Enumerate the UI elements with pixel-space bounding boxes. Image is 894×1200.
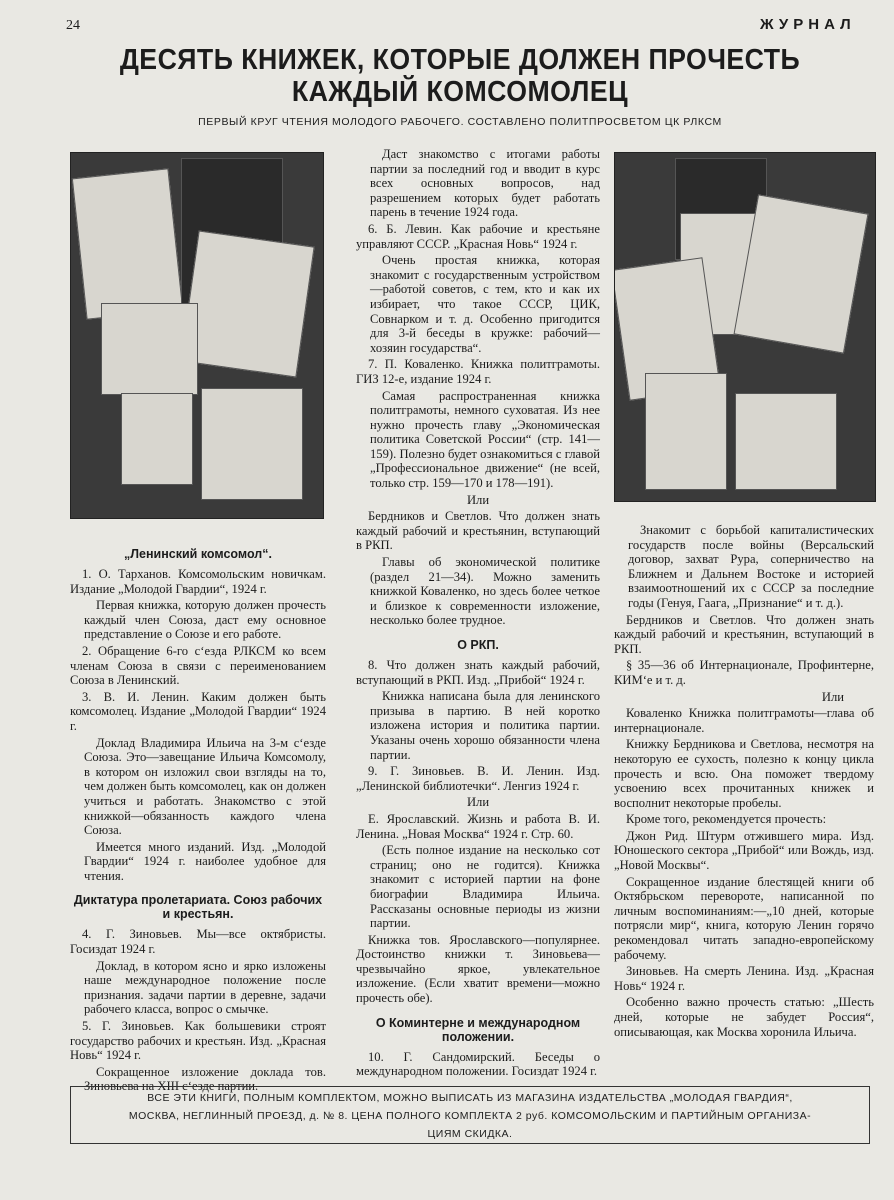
text-column-right [614,523,874,1041]
book-covers-photo-left [70,152,324,519]
paragraph: Коваленко Книжка политграмоты—глава об интернационале. [614,706,874,735]
section-heading: О Коминтерне и международном положении. [375,1015,581,1044]
text-column-left [70,537,326,1096]
paragraph: Книжка тов. Ярославского—популярнее. Достоинство книжки т. Зиновьева—чрезвычайно яркое, увлекательное изложение. (Если хватит времени—можно прочесть обе). [356,932,600,1006]
paragraph: Или [466,795,490,810]
paragraph: Очень простая книжка, которая знакомит с государственным устройством—работой советов, с тем, кто и как их избирает, что такое СССР, ЦИК, Совнарком и т. д. Особенно пригодится для 3-й беседы в кружке: рабочий—хозяин государства“. [370,253,600,355]
paragraph: Кроме того, рекомендуется прочесть: [626,812,827,827]
paragraph: Знакомит с борьбой капиталистических государств после войны (Версальский договор, захват Рура, соперничество на Ближнем и Дальнем Востоке и историей взаимоотношений их с СССР за последние годы (Генуя, Гаага, „Признание“ и т. д.). [628,523,874,610]
paragraph: Первая книжка, которую должен прочесть каждый член Союза, даст ему основное представление о Союзе и его работе. [84,598,326,642]
section-heading: „Ленинский комсомол“. [124,547,272,561]
paragraph: Бердников и Светлов. Что должен знать каждый рабочий и крестьянин, вступающий в РКП. [356,509,600,553]
book-covers-photo-right [614,152,876,502]
ordering-notice-box [70,1086,870,1144]
paragraph: Сокращенное изложение доклада тов. Зиновьева на XIII с‘езде партии. [84,1064,326,1094]
paragraph: 8. Что должен знать каждый рабочий, вступающий в РКП. Изд. „Прибой“ 1924 г. [356,658,600,687]
notice-line-3: ЦИЯМ СКИДКА. [427,1128,513,1140]
paragraph: 9. Г. Зиновьев. В. И. Ленин. Изд. „Ленинской библиотечки“. Ленгиз 1924 г. [356,764,600,793]
notice-line-1: ВСЕ ЭТИ КНИГИ, ПОЛНЫМ КОМПЛЕКТОМ, МОЖНО ВЫПИСАТЬ ИЗ МАГАЗИНА ИЗДАТЕЛЬСТВА „МОЛОДАЯ ГВАРДИЯ“, [147,1092,793,1104]
journal-name: ЖУРНАЛ [760,16,856,33]
subtitle: ПЕРВЫЙ КРУГ ЧТЕНИЯ МОЛОДОГО РАБОЧЕГО. СОСТАВЛЕНО ПОЛИТПРОСВЕТОМ ЦК РЛКСМ [198,116,722,128]
paragraph: Самая распространенная книжка политграмоты, немного суховатая. Из нее нужно прочесть главу „Экономическая политика Советской России“ (стр. 141—159). Полезно будет ознакомиться с главой „Профессиональное движение“ (не всей, только стр. 159—170 и 178—191). [370,388,600,491]
title-line-2: КАЖДЫЙ КОМСОМОЛЕЦ [291,76,629,108]
paragraph: Сокращенное издание блестящей книги об Октябрьском перевороте, написанной по личным воспоминаниям:—„10 дней, которые потрясли мир“, книга, которую Ленин горячо рекомендовал читать западно-европейскому рабочему. [614,874,874,962]
paragraph: Книжку Бердникова и Светлова, несмотря на некоторую ее сухость, полезно к концу цикла прочесть и всю. Она поможет твердому усвоению всех прочитанных книжек и восполнит некоторые пробелы. [614,737,874,810]
paragraph: 5. Г. Зиновьев. Как большевики строят государство рабочих и крестьян. Изд. „Красная Новь“ 1924 г. [70,1019,326,1063]
paragraph: 10. Г. Сандомирский. Беседы о международном положении. Госиздат 1924 г. [356,1049,600,1079]
section-heading: О РКП. [457,638,499,652]
paragraph: 6. Б. Левин. Как рабочие и крестьяне управляют СССР. „Красная Новь“ 1924 г. [356,221,600,251]
notice-line-2: МОСКВА, НЕГЛИННЫЙ ПРОЕЗД, д. № 8. ЦЕНА ПОЛНОГО КОМПЛЕКТА 2 руб. КОМСОМОЛЬСКИМ И ПАРТИЙНЫМ ОРГАНИЗА- [128,1110,812,1122]
paragraph: Имеется много изданий. Изд. „Молодой Гвардии“ 1924 г. наиболее удобное для чтения. [84,839,326,883]
page-title [92,44,828,108]
paragraph: Или [821,689,844,704]
page-number: 24 [66,18,80,33]
paragraph: § 35—36 об Интернационале, Профинтерне, КИМ‘е и т. д. [614,658,874,687]
paragraph: Или [466,492,490,507]
paragraph: 4. Г. Зиновьев. Мы—все октябристы. Госиздат 1924 г. [70,927,326,957]
paragraph: 1. О. Тарханов. Комсомольским новичкам. Издание „Молодой Гвардии“, 1924 г. [70,567,326,596]
paragraph: Особенно важно прочесть статью: „Шесть дней, которые не забудет Россия“, описывающая, как Москва хоронила Ильича. [614,995,874,1039]
paragraph: Даст знакомство с итогами работы партии за последний год и вводит в курс всех основных вопросов, над разрешением которых будет работать парень в течение 1924 года. [370,147,600,220]
paragraph: Книжка написана была для ленинского призыва в партию. В ней коротко изложена история и политика партии. Указаны очень хорошо обязанности члена партии. [370,689,600,762]
paragraph: Бердников и Светлов. Что должен знать каждый рабочий и крестьянин, вступающий в РКП. [614,612,874,656]
paragraph: 7. П. Коваленко. Книжка политграмоты. ГИЗ 12-е, издание 1924 г. [356,357,600,386]
title-line-1: ДЕСЯТЬ КНИЖЕК, КОТОРЫЕ ДОЛЖЕН ПРОЧЕСТЬ [119,44,801,76]
paragraph: 3. В. И. Ленин. Каким должен быть комсомолец. Издание „Молодой Гвардии“ 1924 г. [70,689,326,733]
paragraph: Доклад Владимира Ильича на 3-м с‘езде Союза. Это—завещание Ильича Комсомолу, в котором он изложил свои взгляды на то, чем должен быть комсомолец, как он должен учиться и работать. Знакомство с этой книжкой—обязанность каждого члена Союза. [84,735,326,838]
section-heading: Диктатура пролетариата. Союз рабочих и крестьян. [73,893,323,922]
paragraph: Джон Рид. Штурм отжившего мира. Изд. Юношеского сектора „Прибой“ или Вождь, изд. „Новой Москвы“. [614,828,874,873]
paragraph: Доклад, в котором ясно и ярко изложены наше международное положение после признания. задачи партии в деревне, задачи рабочего класса, вопрос о смычке. [84,958,326,1017]
paragraph: Зиновьев. На смерть Ленина. Изд. „Красная Новь“ 1924 г. [614,964,874,993]
text-column-middle [356,147,600,1081]
paragraph: Е. Ярославский. Жизнь и работа В. И. Ленина. „Новая Москва“ 1924 г. Стр. 60. [356,811,600,841]
paragraph: 2. Обращение 6-го с‘езда РЛКСМ ко всем членам Союза в связи с переименованием Союза в Ленинский. [70,643,326,688]
paragraph: Главы об экономической политике (раздел 21—34). Можно заменить книжкой Коваленко, но здесь более четкое и близкое к современности изложение, несколько более трудное. [370,555,600,628]
paragraph: (Есть полное издание на несколько сот страниц; оно не годится). Книжка знакомит с историей партии на фоне биографии Владимира Ильича. Рассказаны основные периоды из жизни партии. [370,843,600,931]
